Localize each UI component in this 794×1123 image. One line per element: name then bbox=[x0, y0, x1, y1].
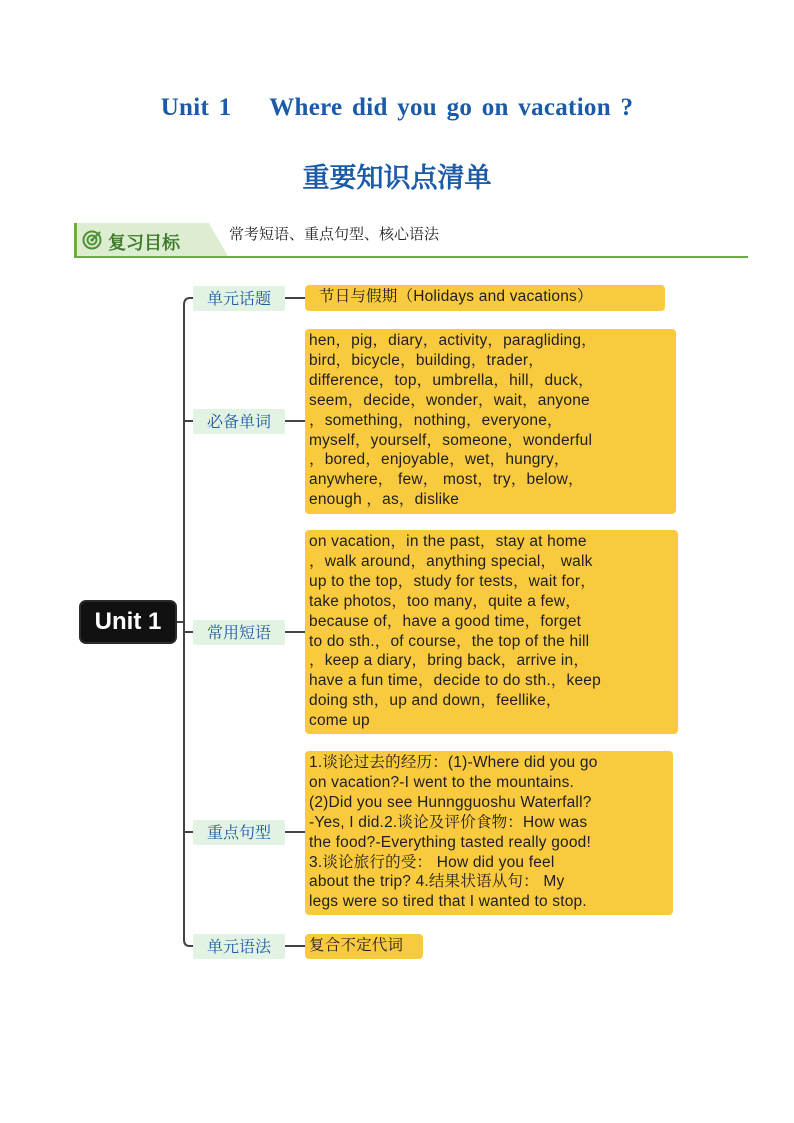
content-line: ，walk around，anything special， walk bbox=[309, 552, 593, 570]
content-line: because of，have a good time，forget bbox=[309, 612, 582, 630]
content-line: to do sth.，of course，the top of the hill bbox=[309, 632, 590, 650]
category-grammar: 单元语法 bbox=[193, 934, 285, 959]
content-line: 节日与假期（Holidays and vacations） bbox=[319, 288, 593, 305]
title-chinese: 重要知识点清单 bbox=[302, 163, 492, 194]
banner-subtitle: 常考短语、重点句型、核心语法 bbox=[229, 225, 440, 243]
category-topic: 单元话题 bbox=[193, 286, 285, 311]
content-line: difference，top，umbrella，hill，duck， bbox=[309, 371, 594, 389]
content-line: seem，decide，wonder，wait，anyone bbox=[309, 391, 590, 409]
content-box-grammar bbox=[305, 934, 423, 959]
content-line: (2)Did you see Hunngguoshu Waterfall? bbox=[309, 793, 592, 811]
content-line: myself，yourself，someone，wonderful bbox=[309, 431, 593, 449]
content-line: on vacation?-I went to the mountains. bbox=[309, 773, 575, 791]
category-phrases: 常用短语 bbox=[193, 620, 285, 645]
content-line: hen，pig，diary，activity，paragliding， bbox=[309, 332, 597, 349]
title-english: Unit 1 Where did you go on vacation ? bbox=[160, 94, 634, 121]
content-line: -Yes, I did.2.谈论及评价食物：How was bbox=[309, 813, 588, 831]
content-line: 1.谈论过去的经历：(1)-Where did you go bbox=[309, 754, 598, 771]
content-line: 复合不定代词 bbox=[309, 937, 404, 954]
content-line: the food?-Everything tasted really good! bbox=[309, 833, 592, 851]
content-line: have a fun time，decide to do sth.，keep bbox=[309, 672, 601, 690]
content-line: doing sth，up and down，feellike， bbox=[309, 692, 562, 710]
content-line: on vacation，in the past，stay at home bbox=[309, 533, 587, 550]
content-box-phrases bbox=[305, 530, 678, 734]
content-line: 3.谈论旅行的受： How did you feel bbox=[309, 853, 555, 871]
content-line: ，keep a diary，bring back，arrive in， bbox=[309, 652, 590, 670]
content-line: legs were so tired that I wanted to stop. bbox=[309, 893, 587, 911]
content-line: come up bbox=[309, 712, 370, 730]
content-line: enough ，as，dislike bbox=[309, 491, 460, 509]
content-line: about the trip? 4.结果状语从句： My bbox=[309, 873, 565, 891]
category-sentences: 重点句型 bbox=[193, 820, 285, 845]
content-line: anywhere， few， most，try，below， bbox=[309, 471, 584, 489]
content-box-sentences bbox=[305, 751, 673, 915]
category-vocabulary: 必备单词 bbox=[193, 409, 285, 434]
content-box-vocabulary bbox=[305, 329, 676, 514]
content-line: up to the top，study for tests，wait for， bbox=[309, 572, 596, 590]
root-node: Unit 1 bbox=[81, 602, 175, 642]
content-line: ，bored，enjoyable，wet，hungry， bbox=[309, 451, 570, 469]
content-line: ，something，nothing，everyone， bbox=[309, 411, 563, 429]
content-box-topic bbox=[305, 285, 665, 311]
content-line: take photos，too many，quite a few， bbox=[309, 592, 581, 610]
banner-label: 复习目标 bbox=[108, 233, 180, 254]
content-line: bird，bicycle，building，trader， bbox=[309, 351, 544, 369]
